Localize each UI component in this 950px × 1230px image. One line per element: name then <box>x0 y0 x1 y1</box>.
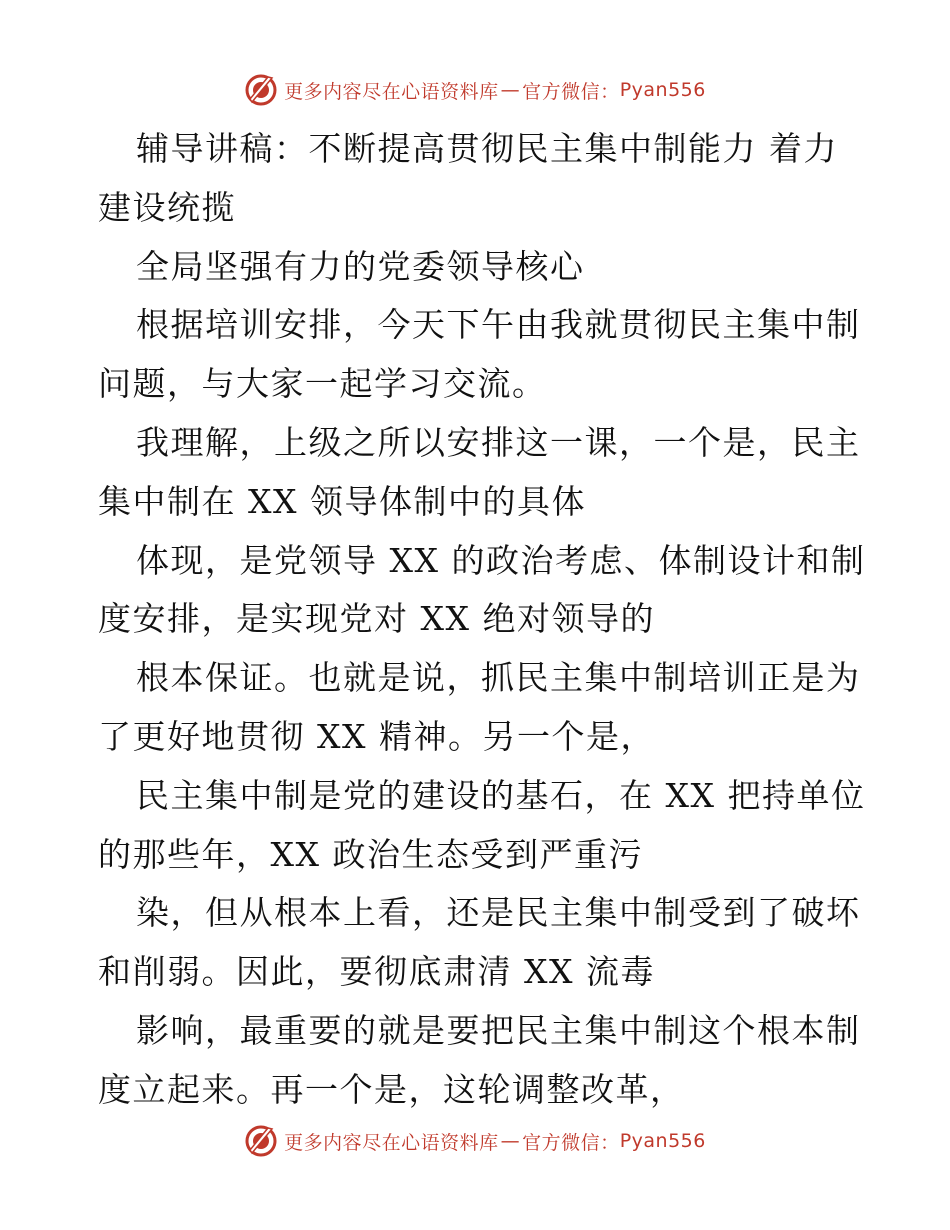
watermark-separator: — <box>500 79 521 101</box>
watermark-separator: — <box>500 1130 521 1152</box>
text-line: 民主集中制是党的建设的基石，在 XX 把持单位 <box>136 775 866 815</box>
watermark-wechat-id: Pyan556 <box>619 1130 706 1152</box>
quill-logo-icon <box>244 1124 278 1158</box>
text-line: 体现，是党领导 XX 的政治考虑、体制设计和制 <box>136 540 866 580</box>
text-line: 我理解，上级之所以安排这一课，一个是，民主 <box>136 422 861 462</box>
text-line: 全局坚强有力的党委领导核心 <box>136 246 585 286</box>
text-line: 的那些年，XX 政治生态受到严重污 <box>98 834 643 874</box>
text-line: 和削弱。因此，要彻底肃清 XX 流毒 <box>98 952 655 992</box>
text-line: 建设统揽 <box>98 187 236 227</box>
text-line: 根据培训安排，今天下午由我就贯彻民主集中制 <box>136 305 861 345</box>
text-line: 度安排，是实现党对 XX 绝对领导的 <box>98 599 655 639</box>
text-line: 度立起来。再一个是，这轮调整改革， <box>98 1069 685 1109</box>
document-body <box>98 120 866 1120</box>
text-line: 了更好地贯彻 XX 精神。另一个是， <box>98 716 655 756</box>
text-line: 染，但从根本上看，还是民主集中制受到了破坏 <box>136 893 861 933</box>
footer-watermark <box>0 1121 950 1161</box>
watermark-wechat-label: 官方微信： <box>522 80 620 103</box>
text-line: 影响，最重要的就是要把民主集中制这个根本制 <box>136 1010 861 1050</box>
header-watermark <box>0 70 950 110</box>
text-line: 问题，与大家一起学习交流。 <box>98 364 547 404</box>
watermark-wechat-id: Pyan556 <box>619 79 706 101</box>
watermark-text: 更多内容尽在心语资料库 <box>284 80 499 103</box>
quill-logo-icon <box>244 73 278 107</box>
text-line: 辅导讲稿：不断提高贯彻民主集中制能力 着力 <box>136 129 838 168</box>
watermark-text: 更多内容尽在心语资料库 <box>284 1131 499 1154</box>
text-line: 根本保证。也就是说，抓民主集中制培训正是为 <box>136 658 861 698</box>
text-line: 集中制在 XX 领导体制中的具体 <box>98 481 586 521</box>
watermark-wechat-label: 官方微信： <box>522 1131 620 1154</box>
